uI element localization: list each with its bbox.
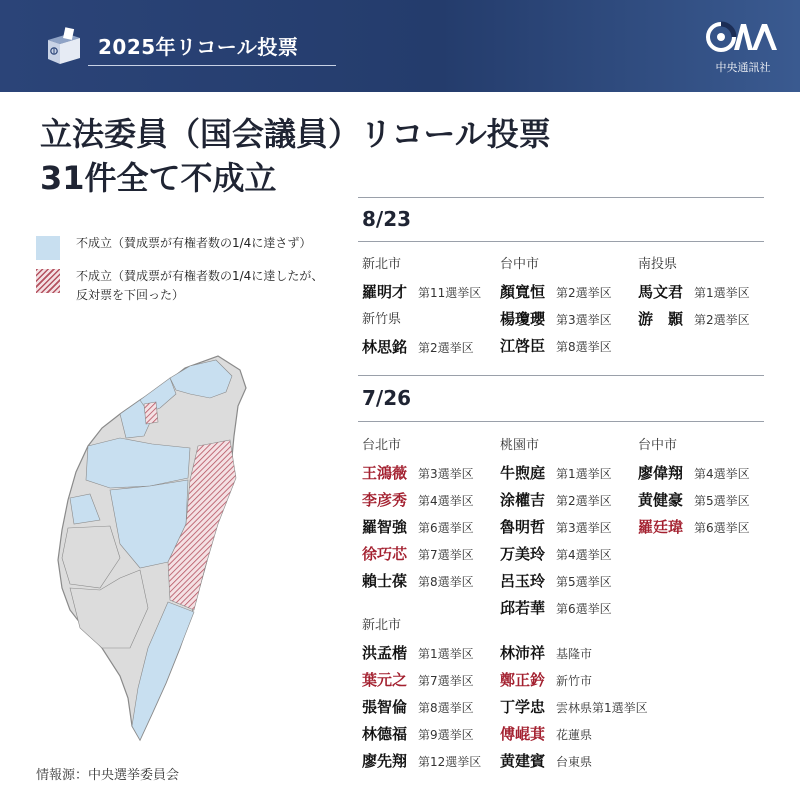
region-label: 台北市 (362, 438, 402, 453)
candidate-entry (638, 307, 750, 331)
aug23-col-newtaipei (362, 256, 481, 362)
header-title: 2025年リコール投票 (98, 35, 299, 59)
divider-jul26-top (358, 375, 764, 376)
candidate-name: 黄健豪 (638, 491, 684, 509)
divider-aug23-top (358, 197, 764, 198)
candidate-entry (362, 515, 474, 539)
candidate-name: 廖偉翔 (638, 464, 684, 482)
candidate-name: 魯明哲 (500, 518, 546, 536)
district-label: 第3選挙区 (418, 467, 474, 481)
candidate-entry (362, 569, 474, 593)
legend-swatch-blue (36, 236, 60, 260)
legend-label-line2: 反対票を下回った） (76, 288, 185, 302)
region-label: 南投県 (638, 257, 678, 272)
round-date-jul26: 7/26 (362, 386, 412, 410)
district-label: 第7選挙区 (418, 674, 474, 688)
district-label: 第2選挙区 (694, 313, 750, 327)
district-label: 台東県 (556, 755, 593, 769)
candidate-name: 羅廷瑋 (638, 518, 684, 536)
candidate-entry (500, 488, 612, 512)
candidate-name: 林德福 (362, 725, 408, 743)
district-label: 第1選挙区 (418, 647, 474, 661)
candidate-name: 葉元之 (362, 671, 408, 689)
candidate-name: 傅崐萁 (500, 725, 546, 743)
district-label: 第9選挙区 (418, 728, 474, 742)
candidate-name: 徐巧芯 (362, 545, 408, 563)
map-legend (36, 234, 323, 319)
candidate-name: 廖先翔 (362, 752, 408, 770)
candidate-entry (362, 542, 474, 566)
divider-jul26-mid (358, 421, 764, 422)
district-label: 第5選挙区 (556, 575, 612, 589)
district-label: 基隆市 (556, 647, 593, 661)
district-label: 第5選挙区 (694, 494, 750, 508)
legend-swatch-hatched (36, 269, 60, 293)
header-banner (0, 0, 800, 92)
legend-item-blue (36, 234, 323, 253)
candidate-entry (362, 668, 481, 692)
candidate-entry (500, 668, 648, 692)
candidate-name: 邱若華 (500, 599, 546, 617)
region-label: 台中市 (638, 438, 678, 453)
header-divider (88, 65, 336, 66)
candidate-name: 牛煦庭 (500, 464, 546, 482)
candidate-name: 賴士葆 (362, 572, 408, 590)
title-line-1: 立法委員（国会議員）リコール投票 (40, 115, 551, 153)
jul26-col-others (500, 641, 648, 776)
district-label: 第8選挙区 (556, 340, 612, 354)
region-label: 新北市 (362, 257, 402, 272)
candidate-entry (500, 749, 648, 773)
candidate-name: 羅明才 (362, 283, 408, 301)
region-label: 台中市 (500, 257, 540, 272)
region-label: 新竹県 (362, 312, 402, 327)
aug23-col-taichung (500, 256, 612, 361)
legend-label: 不成立（賛成票が有権者数の1/4に達さず） (76, 236, 312, 250)
candidate-name: 游 顥 (638, 310, 684, 328)
candidate-name: 林思銘 (362, 338, 408, 356)
cna-logo-mark (706, 20, 780, 54)
district-label: 第6選挙区 (694, 521, 750, 535)
candidate-entry (500, 542, 612, 566)
candidate-name: 馬文君 (638, 283, 684, 301)
district-label: 第8選挙区 (418, 575, 474, 589)
candidate-entry (638, 515, 750, 539)
district-label: 第2選挙区 (556, 286, 612, 300)
round-date-aug23: 8/23 (362, 207, 412, 231)
candidate-name: 王鴻薇 (362, 464, 408, 482)
candidate-name: 洪孟楷 (362, 644, 408, 662)
candidate-entry (500, 515, 612, 539)
candidate-name: 張智倫 (362, 698, 408, 716)
legend-item-hatched (36, 267, 323, 305)
jul26-col-taichung (638, 437, 750, 542)
district-label: 第4選挙区 (694, 467, 750, 481)
district-label: 第11選挙区 (418, 286, 482, 300)
legend-label-line1: 不成立（賛成票が有権者数の1/4に達したが、 (76, 269, 324, 283)
aug23-col-nantou (638, 256, 750, 334)
district-label: 第6選挙区 (556, 602, 612, 616)
candidate-entry (500, 596, 612, 620)
district-label: 第3選挙区 (556, 313, 612, 327)
candidate-name: 林沛祥 (500, 644, 546, 662)
candidate-entry (500, 334, 612, 358)
district-label: 第1選挙区 (556, 467, 612, 481)
candidate-entry (362, 641, 481, 665)
candidate-name: 楊瓊瓔 (500, 310, 546, 328)
candidate-name: 黄建賓 (500, 752, 546, 770)
candidate-name: 呂玉玲 (500, 572, 546, 590)
candidate-name: 鄭正鈐 (500, 671, 546, 689)
jul26-col-taoyuan (500, 437, 612, 623)
logo-subtitle: 中央通訊社 (715, 61, 771, 74)
candidate-entry (638, 461, 750, 485)
district-label: 第4選挙区 (556, 548, 612, 562)
candidate-entry (500, 569, 612, 593)
district-label: 花蓮県 (556, 728, 593, 742)
candidate-name: 江啓臣 (500, 337, 546, 355)
candidate-name: 万美玲 (500, 545, 546, 563)
district-label: 第1選挙区 (694, 286, 750, 300)
divider-aug23-mid (358, 241, 764, 242)
candidate-entry (500, 461, 612, 485)
district-label: 第7選挙区 (418, 548, 474, 562)
candidate-entry (500, 307, 612, 331)
candidate-entry (362, 749, 481, 773)
jul26-col-taipei (362, 437, 474, 596)
candidate-entry (500, 280, 612, 304)
candidate-entry (500, 695, 648, 719)
candidate-name: 丁学忠 (500, 698, 546, 716)
candidate-entry (500, 641, 648, 665)
candidate-entry (362, 280, 481, 304)
ballot-box-icon (44, 26, 84, 66)
district-label: 第8選挙区 (418, 701, 474, 715)
candidate-entry (500, 722, 648, 746)
district-label: 新竹市 (556, 674, 593, 688)
district-label: 雲林県第1選挙区 (556, 701, 648, 715)
region-label: 新北市 (362, 618, 402, 633)
taiwan-map (40, 348, 280, 748)
district-label: 第6選挙区 (418, 521, 474, 535)
candidate-entry (638, 488, 750, 512)
candidate-name: 顏寬恒 (500, 283, 546, 301)
district-label: 第2選挙区 (418, 341, 474, 355)
source-note: 情報源：中央選挙委員会 (36, 768, 180, 783)
candidate-entry (362, 488, 474, 512)
jul26-col-newtaipei (362, 617, 481, 776)
district-label: 第3選挙区 (556, 521, 612, 535)
district-label: 第2選挙区 (556, 494, 612, 508)
candidate-name: 羅智強 (362, 518, 408, 536)
district-label: 第4選挙区 (418, 494, 474, 508)
cna-logo (706, 20, 780, 75)
region-label: 桃園市 (500, 438, 540, 453)
page-title (40, 112, 551, 200)
title-line-2: 31件全て不成立 (40, 159, 277, 197)
candidate-entry (362, 335, 481, 359)
candidate-entry (362, 695, 481, 719)
candidate-entry (638, 280, 750, 304)
candidate-name: 涂權吉 (500, 491, 546, 509)
region-hsinchu-red (144, 402, 158, 424)
candidate-entry (362, 461, 474, 485)
district-label: 第12選挙区 (418, 755, 482, 769)
candidate-entry (362, 722, 481, 746)
candidate-name: 李彦秀 (362, 491, 408, 509)
